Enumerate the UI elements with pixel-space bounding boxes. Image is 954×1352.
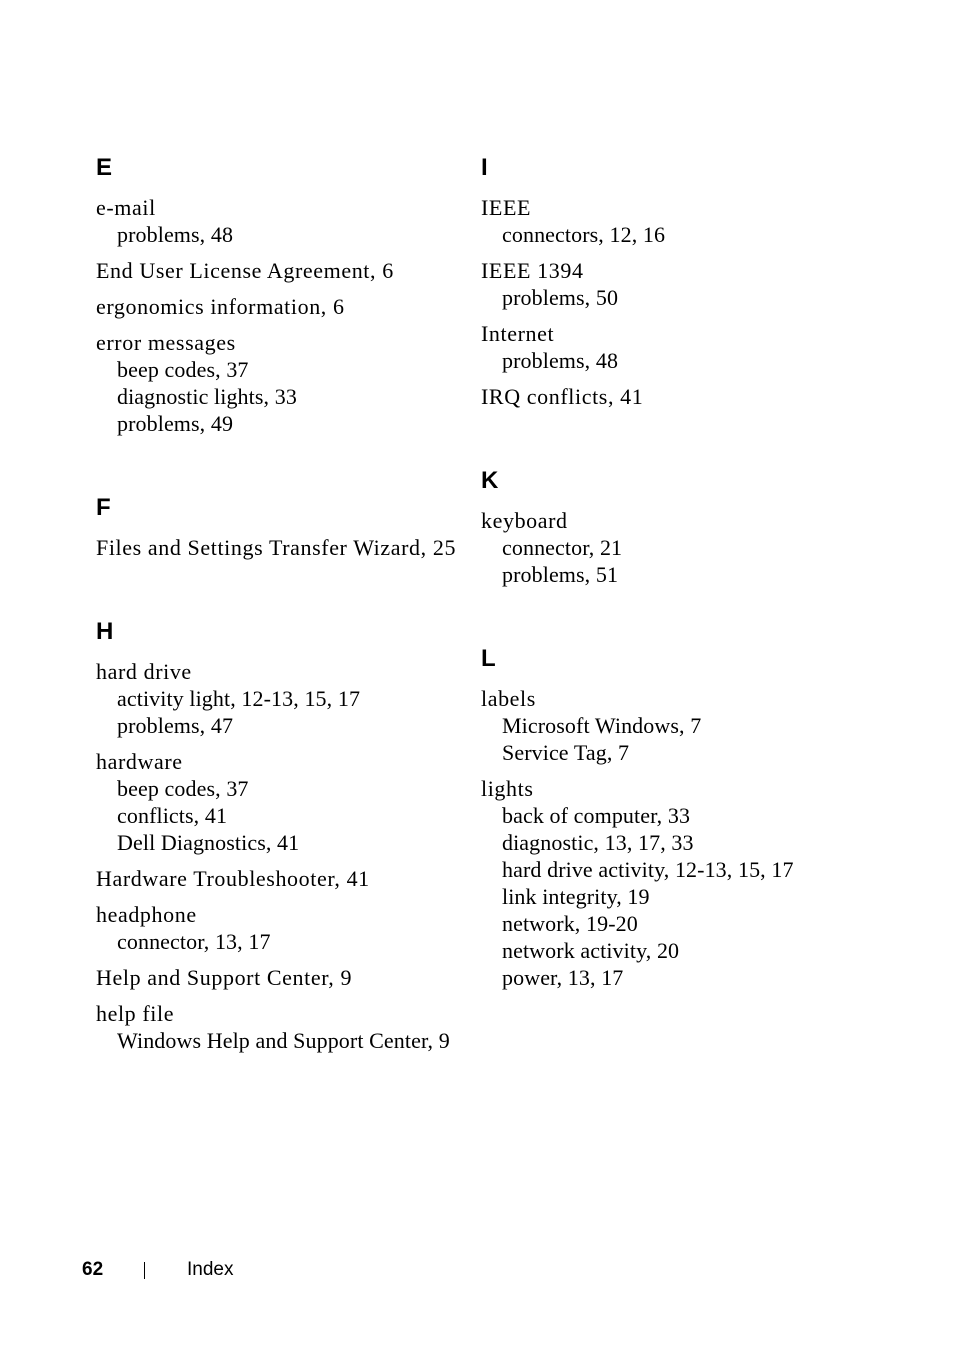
index-term: e-mail <box>96 195 156 220</box>
index-subentry-list <box>481 802 881 991</box>
index-entry-list <box>96 534 476 561</box>
index-term: Internet <box>481 321 555 346</box>
index-subentry: Service Tag, 7 <box>502 740 630 765</box>
section-letter-heading: E <box>96 154 113 181</box>
index-entry <box>96 329 476 437</box>
index-subentry: diagnostic, 13, 17, 33 <box>502 830 694 855</box>
index-section <box>481 639 881 991</box>
index-subentry-list <box>96 928 476 955</box>
index-subentry: connectors, 12, 16 <box>502 222 666 247</box>
index-term: IRQ conflicts, 41 <box>481 384 644 409</box>
index-subentry-list <box>96 775 476 856</box>
page-number: 62 <box>82 1259 104 1280</box>
index-entry <box>96 964 476 991</box>
index-subentry: connector, 13, 17 <box>117 929 271 954</box>
index-subentry: Microsoft Windows, 7 <box>502 713 702 738</box>
section-letter-heading: L <box>481 645 496 672</box>
index-term: End User License Agreement, 6 <box>96 258 394 283</box>
index-term: lights <box>481 776 534 801</box>
index-subentry-list <box>96 356 476 437</box>
section-letter-heading: K <box>481 467 499 494</box>
index-subentry: network, 19-20 <box>502 911 638 936</box>
index-subentry-list <box>96 685 476 739</box>
index-entry <box>96 901 476 955</box>
index-subentry: conflicts, 41 <box>117 803 228 828</box>
index-section <box>481 461 881 588</box>
index-term: ergonomics information, 6 <box>96 294 345 319</box>
index-column-left <box>96 148 476 1054</box>
section-letter-heading: F <box>96 494 111 521</box>
index-subentry: Dell Diagnostics, 41 <box>117 830 300 855</box>
index-subentry-list <box>481 534 881 588</box>
index-entry <box>481 775 881 991</box>
index-entry <box>481 320 881 374</box>
index-entry-list <box>481 685 881 991</box>
index-term: Files and Settings Transfer Wizard, 25 <box>96 535 457 560</box>
index-term: labels <box>481 686 536 711</box>
index-subentry: problems, 47 <box>117 713 234 738</box>
index-entry <box>481 383 881 410</box>
index-entry <box>96 534 476 561</box>
index-subentry: link integrity, 19 <box>502 884 650 909</box>
index-term: hardware <box>96 749 183 774</box>
index-term: hard drive <box>96 659 192 684</box>
index-column-right <box>481 148 881 991</box>
index-subentry-list <box>481 712 881 766</box>
index-subentry: power, 13, 17 <box>502 965 624 990</box>
index-subentry: network activity, 20 <box>502 938 680 963</box>
index-subentry: problems, 48 <box>117 222 234 247</box>
index-term: Hardware Troubleshooter, 41 <box>96 866 370 891</box>
index-term: help file <box>96 1001 175 1026</box>
index-entry <box>481 507 881 588</box>
index-subentry: beep codes, 37 <box>117 776 249 801</box>
index-entry <box>96 658 476 739</box>
section-letter-heading: I <box>481 154 488 181</box>
index-subentry: problems, 51 <box>502 562 619 587</box>
index-section <box>96 612 476 1054</box>
index-entry <box>96 865 476 892</box>
index-entry <box>96 293 476 320</box>
index-entry-list <box>96 194 476 437</box>
index-entry <box>481 257 881 311</box>
index-entry <box>481 685 881 766</box>
index-subentry-list <box>96 221 476 248</box>
index-entry <box>96 1000 476 1054</box>
index-subentry: connector, 21 <box>502 535 623 560</box>
index-subentry: hard drive activity, 12-13, 15, 17 <box>502 857 794 882</box>
index-subentry-list <box>96 1027 476 1054</box>
index-entry-list <box>481 194 881 410</box>
index-subentry-list <box>481 284 881 311</box>
index-section <box>481 148 881 410</box>
index-entry-list <box>96 658 476 1054</box>
index-term: IEEE 1394 <box>481 258 584 283</box>
index-section <box>96 488 476 561</box>
index-subentry-list <box>481 347 881 374</box>
index-subentry: back of computer, 33 <box>502 803 691 828</box>
index-term: headphone <box>96 902 197 927</box>
index-subentry: problems, 48 <box>502 348 619 373</box>
index-entry <box>481 194 881 248</box>
index-term: Help and Support Center, 9 <box>96 965 353 990</box>
index-section <box>96 148 476 437</box>
index-subentry: Windows Help and Support Center, 9 <box>117 1028 450 1053</box>
index-subentry: diagnostic lights, 33 <box>117 384 297 409</box>
index-subentry: problems, 49 <box>117 411 234 436</box>
section-letter-heading: H <box>96 618 114 645</box>
index-term: error messages <box>96 330 236 355</box>
index-entry <box>96 194 476 248</box>
footer-section-label: Index <box>187 1259 234 1280</box>
index-entry-list <box>481 507 881 588</box>
footer-separator <box>144 1262 145 1279</box>
index-entry <box>96 257 476 284</box>
index-subentry: activity light, 12-13, 15, 17 <box>117 686 361 711</box>
index-term: IEEE <box>481 195 532 220</box>
index-subentry: problems, 50 <box>502 285 619 310</box>
index-subentry-list <box>481 221 881 248</box>
index-entry <box>96 748 476 856</box>
index-subentry: beep codes, 37 <box>117 357 249 382</box>
index-term: keyboard <box>481 508 568 533</box>
